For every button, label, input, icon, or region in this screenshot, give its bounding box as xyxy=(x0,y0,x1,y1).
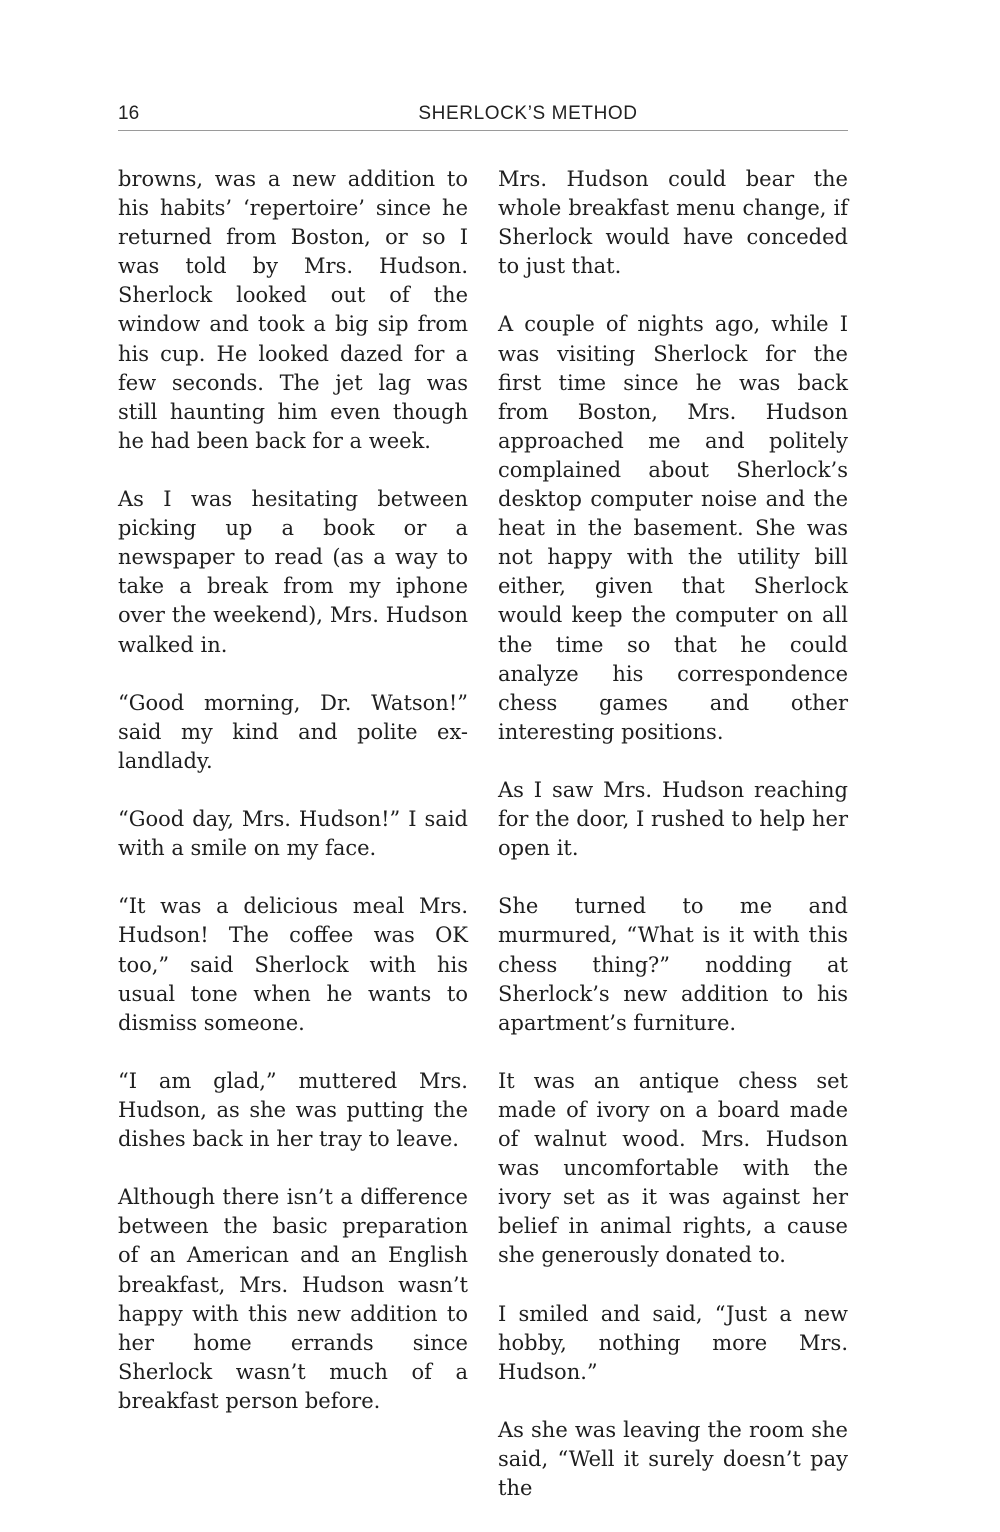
running-head: SHERLOCK’S METHOD xyxy=(418,103,638,124)
paragraph: As I saw Mrs. Hudson reaching for the door, I rushed to help her open it. xyxy=(498,777,848,861)
paragraph: browns, was a new addition to his habits’ ‘repertoire’ since he returned from Boston, or so I was told by Mrs. Hudson. Sherlock looked out of the window and took a big sip from his cup. He looked dazed for a few seconds. The jet lag was still haunting him even though he had been back for a week. xyxy=(118,167,468,453)
paragraph: A couple of nights ago, while I was visiting Sherlock for the first time since he was back from Boston, Mrs. Hudson approached me and politely complained about Sherlock’s desktop computer noise and the heat in the basement. She was not happy with the utility bill either, given that Sherlock would keep the computer on all the time so that he could analyze his correspondence chess games and other interesting positions. xyxy=(498,312,848,744)
paragraph: Although there isn’t a difference between the basic preparation of an American and an English breakfast, Mrs. Hudson wasn’t happy with this new addition to her home errands since Sherlock wasn’t much of a breakfast person before. xyxy=(118,1185,468,1413)
paragraph: “I am glad,” muttered Mrs. Hudson, as she was putting the dishes back in her tray to leave. xyxy=(118,1068,468,1152)
paragraph: “Good morning, Dr. Watson!” said my kind and polite ex-landlady. xyxy=(118,690,468,773)
right-column xyxy=(498,165,848,1532)
page-number: 16 xyxy=(118,103,140,124)
page-header xyxy=(118,100,848,131)
paragraph: As I was hesitating between picking up a book or a newspaper to read (as a way to take a break from my iphone over the weekend), Mrs. Hudson walked in. xyxy=(118,487,468,657)
paragraph: As she was leaving the room she said, “Well it surely doesn’t pay the xyxy=(498,1418,848,1501)
paragraph: Mrs. Hudson could bear the whole breakfast menu change, if Sherlock would have conceded to just that. xyxy=(498,167,848,279)
paragraph: “Good day, Mrs. Hudson!” I said with a smile on my face. xyxy=(118,807,468,861)
left-column xyxy=(118,165,468,1445)
paragraph: She turned to me and murmured, “What is it with this chess thing?” nodding at Sherlock’s new addition to his apartment’s furniture. xyxy=(498,894,848,1035)
paragraph: “It was a delicious meal Mrs. Hudson! The coffee was OK too,” said Sherlock with his usual tone when he wants to dismiss someone. xyxy=(118,894,468,1035)
paragraph: It was an antique chess set made of ivory on a board made of walnut wood. Mrs. Hudson was uncomfortable with the ivory set as it was against her belief in animal rights, a cause she generously donated to. xyxy=(498,1068,848,1268)
paragraph: I smiled and said, “Just a new hobby, nothing more Mrs. Hudson.” xyxy=(498,1301,848,1384)
